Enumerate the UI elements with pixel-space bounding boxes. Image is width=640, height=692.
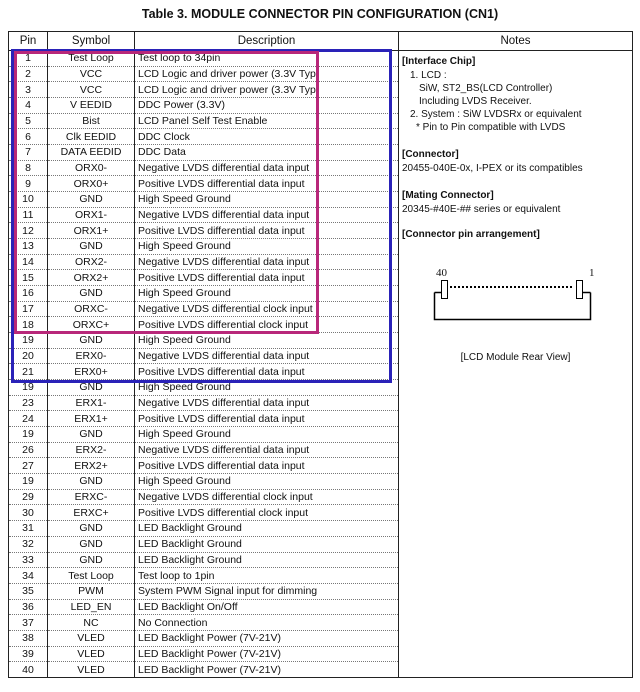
symbol-cell: Bist — [48, 113, 135, 129]
pin-cell: 39 — [9, 646, 48, 662]
symbol-cell: ORX2- — [48, 254, 135, 270]
pin-cell: 37 — [9, 615, 48, 631]
pin-cell: 10 — [9, 192, 48, 208]
symbol-cell: ERXC- — [48, 489, 135, 505]
symbol-cell: LED_EN — [48, 599, 135, 615]
symbol-cell: Clk EEDID — [48, 129, 135, 145]
symbol-cell: ORX1- — [48, 207, 135, 223]
description-cell: DDC Clock — [135, 129, 399, 145]
pin-cell: 7 — [9, 145, 48, 161]
pin-cell: 32 — [9, 536, 48, 552]
description-cell: Negative LVDS differential data input — [135, 395, 399, 411]
description-cell: Positive LVDS differential clock input — [135, 505, 399, 521]
pin-cell: 35 — [9, 583, 48, 599]
table-row — [9, 51, 633, 67]
notes-mating-heading: [Mating Connector] — [402, 190, 494, 201]
description-cell: Negative LVDS differential data input — [135, 160, 399, 176]
symbol-cell: ORX2+ — [48, 270, 135, 286]
pin-cell: 4 — [9, 98, 48, 114]
pin-cell: 26 — [9, 442, 48, 458]
symbol-cell: ERX2- — [48, 442, 135, 458]
connector-outline-icon — [402, 266, 607, 351]
symbol-cell: ORX1+ — [48, 223, 135, 239]
symbol-cell: ORX0+ — [48, 176, 135, 192]
pin-cell: 20 — [9, 348, 48, 364]
symbol-cell: GND — [48, 427, 135, 443]
notes-interface-heading: [Interface Chip] — [402, 56, 476, 67]
pin-cell: 36 — [9, 599, 48, 615]
pin-cell: 27 — [9, 458, 48, 474]
pin-cell: 38 — [9, 630, 48, 646]
pin-cell: 14 — [9, 254, 48, 270]
symbol-cell: ERX1- — [48, 395, 135, 411]
pin-cell: 24 — [9, 411, 48, 427]
symbol-cell: PWM — [48, 583, 135, 599]
description-cell: LED Backlight Ground — [135, 552, 399, 568]
notes-connector-heading: [Connector] — [402, 149, 459, 160]
description-cell: LCD Logic and driver power (3.3V Typ. — [135, 82, 399, 98]
notes-pin-compat: * Pin to Pin compatible with LVDS — [416, 122, 566, 133]
symbol-cell: VLED — [48, 662, 135, 678]
page-title: Table 3. MODULE CONNECTOR PIN CONFIGURATION (CN1) — [141, 7, 499, 21]
pin-cell: 40 — [9, 662, 48, 678]
symbol-cell: NC — [48, 615, 135, 631]
pin-cell: 1 — [9, 51, 48, 67]
column-header-symbol: Symbol — [48, 32, 135, 51]
description-cell: LCD Panel Self Test Enable — [135, 113, 399, 129]
column-header-pin: Pin — [9, 32, 48, 51]
pin-cell: 23 — [9, 395, 48, 411]
symbol-cell: VLED — [48, 630, 135, 646]
pin-cell: 13 — [9, 239, 48, 255]
description-cell: Test loop to 34pin — [135, 51, 399, 67]
pin-cell: 19 — [9, 380, 48, 396]
column-header-notes: Notes — [399, 32, 633, 51]
notes-arrangement-heading: [Connector pin arrangement] — [402, 229, 540, 240]
symbol-cell: GND — [48, 286, 135, 302]
description-cell: High Speed Ground — [135, 286, 399, 302]
description-cell: Negative LVDS differential data input — [135, 207, 399, 223]
pin-cell: 19 — [9, 333, 48, 349]
symbol-cell: ORXC- — [48, 301, 135, 317]
notes-lcd-receiver: Including LVDS Receiver. — [419, 96, 532, 107]
description-cell: Positive LVDS differential clock input — [135, 317, 399, 333]
description-cell: Negative LVDS differential clock input — [135, 489, 399, 505]
description-cell: Negative LVDS differential data input — [135, 442, 399, 458]
notes-connector-value: 20455-040E-0x, I-PEX or its compatibles — [402, 163, 583, 174]
description-cell: DDC Power (3.3V) — [135, 98, 399, 114]
description-cell: Positive LVDS differential data input — [135, 223, 399, 239]
pin-40-label: 40 — [436, 267, 447, 279]
notes-system-label: 2. System : SiW LVDSRx or equivalent — [410, 109, 582, 120]
description-cell: Negative LVDS differential clock input — [135, 301, 399, 317]
symbol-cell: GND — [48, 521, 135, 537]
pin-cell: 5 — [9, 113, 48, 129]
pin-cell: 12 — [9, 223, 48, 239]
pin-cell: 11 — [9, 207, 48, 223]
symbol-cell: Test Loop — [48, 51, 135, 67]
pin-cell: 8 — [9, 160, 48, 176]
symbol-cell: GND — [48, 536, 135, 552]
description-cell: LED Backlight Ground — [135, 536, 399, 552]
symbol-cell: GND — [48, 239, 135, 255]
symbol-cell: ERX0+ — [48, 364, 135, 380]
description-cell: High Speed Ground — [135, 427, 399, 443]
description-cell: Negative LVDS differential data input — [135, 348, 399, 364]
pin-cell: 16 — [9, 286, 48, 302]
description-cell: Test loop to 1pin — [135, 568, 399, 584]
description-cell: Positive LVDS differential data input — [135, 458, 399, 474]
connector-diagram-caption: [LCD Module Rear View] — [460, 352, 571, 363]
description-cell: DDC Data — [135, 145, 399, 161]
description-cell: High Speed Ground — [135, 380, 399, 396]
pin-1-label: 1 — [589, 267, 595, 279]
description-cell: LED Backlight Power (7V-21V) — [135, 646, 399, 662]
notes-lcd-controller: SiW, ST2_BS(LCD Controller) — [419, 83, 553, 94]
description-cell: No Connection — [135, 615, 399, 631]
pin-cell: 15 — [9, 270, 48, 286]
symbol-cell: ERX1+ — [48, 411, 135, 427]
pin-cell: 3 — [9, 82, 48, 98]
symbol-cell: ERXC+ — [48, 505, 135, 521]
pin-cell: 2 — [9, 66, 48, 82]
description-cell: LED Backlight Power (7V-21V) — [135, 630, 399, 646]
pin-cell: 30 — [9, 505, 48, 521]
symbol-cell: GND — [48, 380, 135, 396]
description-cell: High Speed Ground — [135, 474, 399, 490]
pin-table-body — [9, 51, 633, 678]
symbol-cell: GND — [48, 333, 135, 349]
pin-cell: 6 — [9, 129, 48, 145]
symbol-cell: ERX2+ — [48, 458, 135, 474]
symbol-cell: GND — [48, 192, 135, 208]
description-cell: Positive LVDS differential data input — [135, 270, 399, 286]
description-cell: System PWM Signal input for dimming — [135, 583, 399, 599]
description-cell: Negative LVDS differential data input — [135, 254, 399, 270]
symbol-cell: GND — [48, 474, 135, 490]
description-cell: High Speed Ground — [135, 192, 399, 208]
pin-cell: 33 — [9, 552, 48, 568]
pin-configuration-table — [8, 31, 633, 678]
description-cell: LED Backlight On/Off — [135, 599, 399, 615]
description-cell: Positive LVDS differential data input — [135, 411, 399, 427]
description-cell: LED Backlight Ground — [135, 521, 399, 537]
pin-cell: 29 — [9, 489, 48, 505]
symbol-cell: DATA EEDID — [48, 145, 135, 161]
table-header-row — [9, 32, 633, 51]
pin-cell: 19 — [9, 474, 48, 490]
description-cell: Positive LVDS differential data input — [135, 364, 399, 380]
description-cell: High Speed Ground — [135, 239, 399, 255]
notes-cell — [399, 51, 633, 678]
pin-cell: 31 — [9, 521, 48, 537]
symbol-cell: V EEDID — [48, 98, 135, 114]
column-header-description: Description — [135, 32, 399, 51]
description-cell: LCD Logic and driver power (3.3V Typ. — [135, 66, 399, 82]
description-cell: High Speed Ground — [135, 333, 399, 349]
symbol-cell: ORX0- — [48, 160, 135, 176]
notes-lcd-label: 1. LCD : — [410, 70, 447, 81]
pin-cell: 34 — [9, 568, 48, 584]
pin-cell: 9 — [9, 176, 48, 192]
symbol-cell: VLED — [48, 646, 135, 662]
connector-diagram — [402, 266, 607, 351]
pin-cell: 19 — [9, 427, 48, 443]
pin-cell: 18 — [9, 317, 48, 333]
pin-cell: 21 — [9, 364, 48, 380]
symbol-cell: VCC — [48, 82, 135, 98]
description-cell: LED Backlight Power (7V-21V) — [135, 662, 399, 678]
symbol-cell: Test Loop — [48, 568, 135, 584]
symbol-cell: ERX0- — [48, 348, 135, 364]
symbol-cell: ORXC+ — [48, 317, 135, 333]
notes-mating-value: 20345-#40E-## series or equivalent — [402, 204, 561, 215]
symbol-cell: GND — [48, 552, 135, 568]
description-cell: Positive LVDS differential data input — [135, 176, 399, 192]
pin-cell: 17 — [9, 301, 48, 317]
symbol-cell: VCC — [48, 66, 135, 82]
